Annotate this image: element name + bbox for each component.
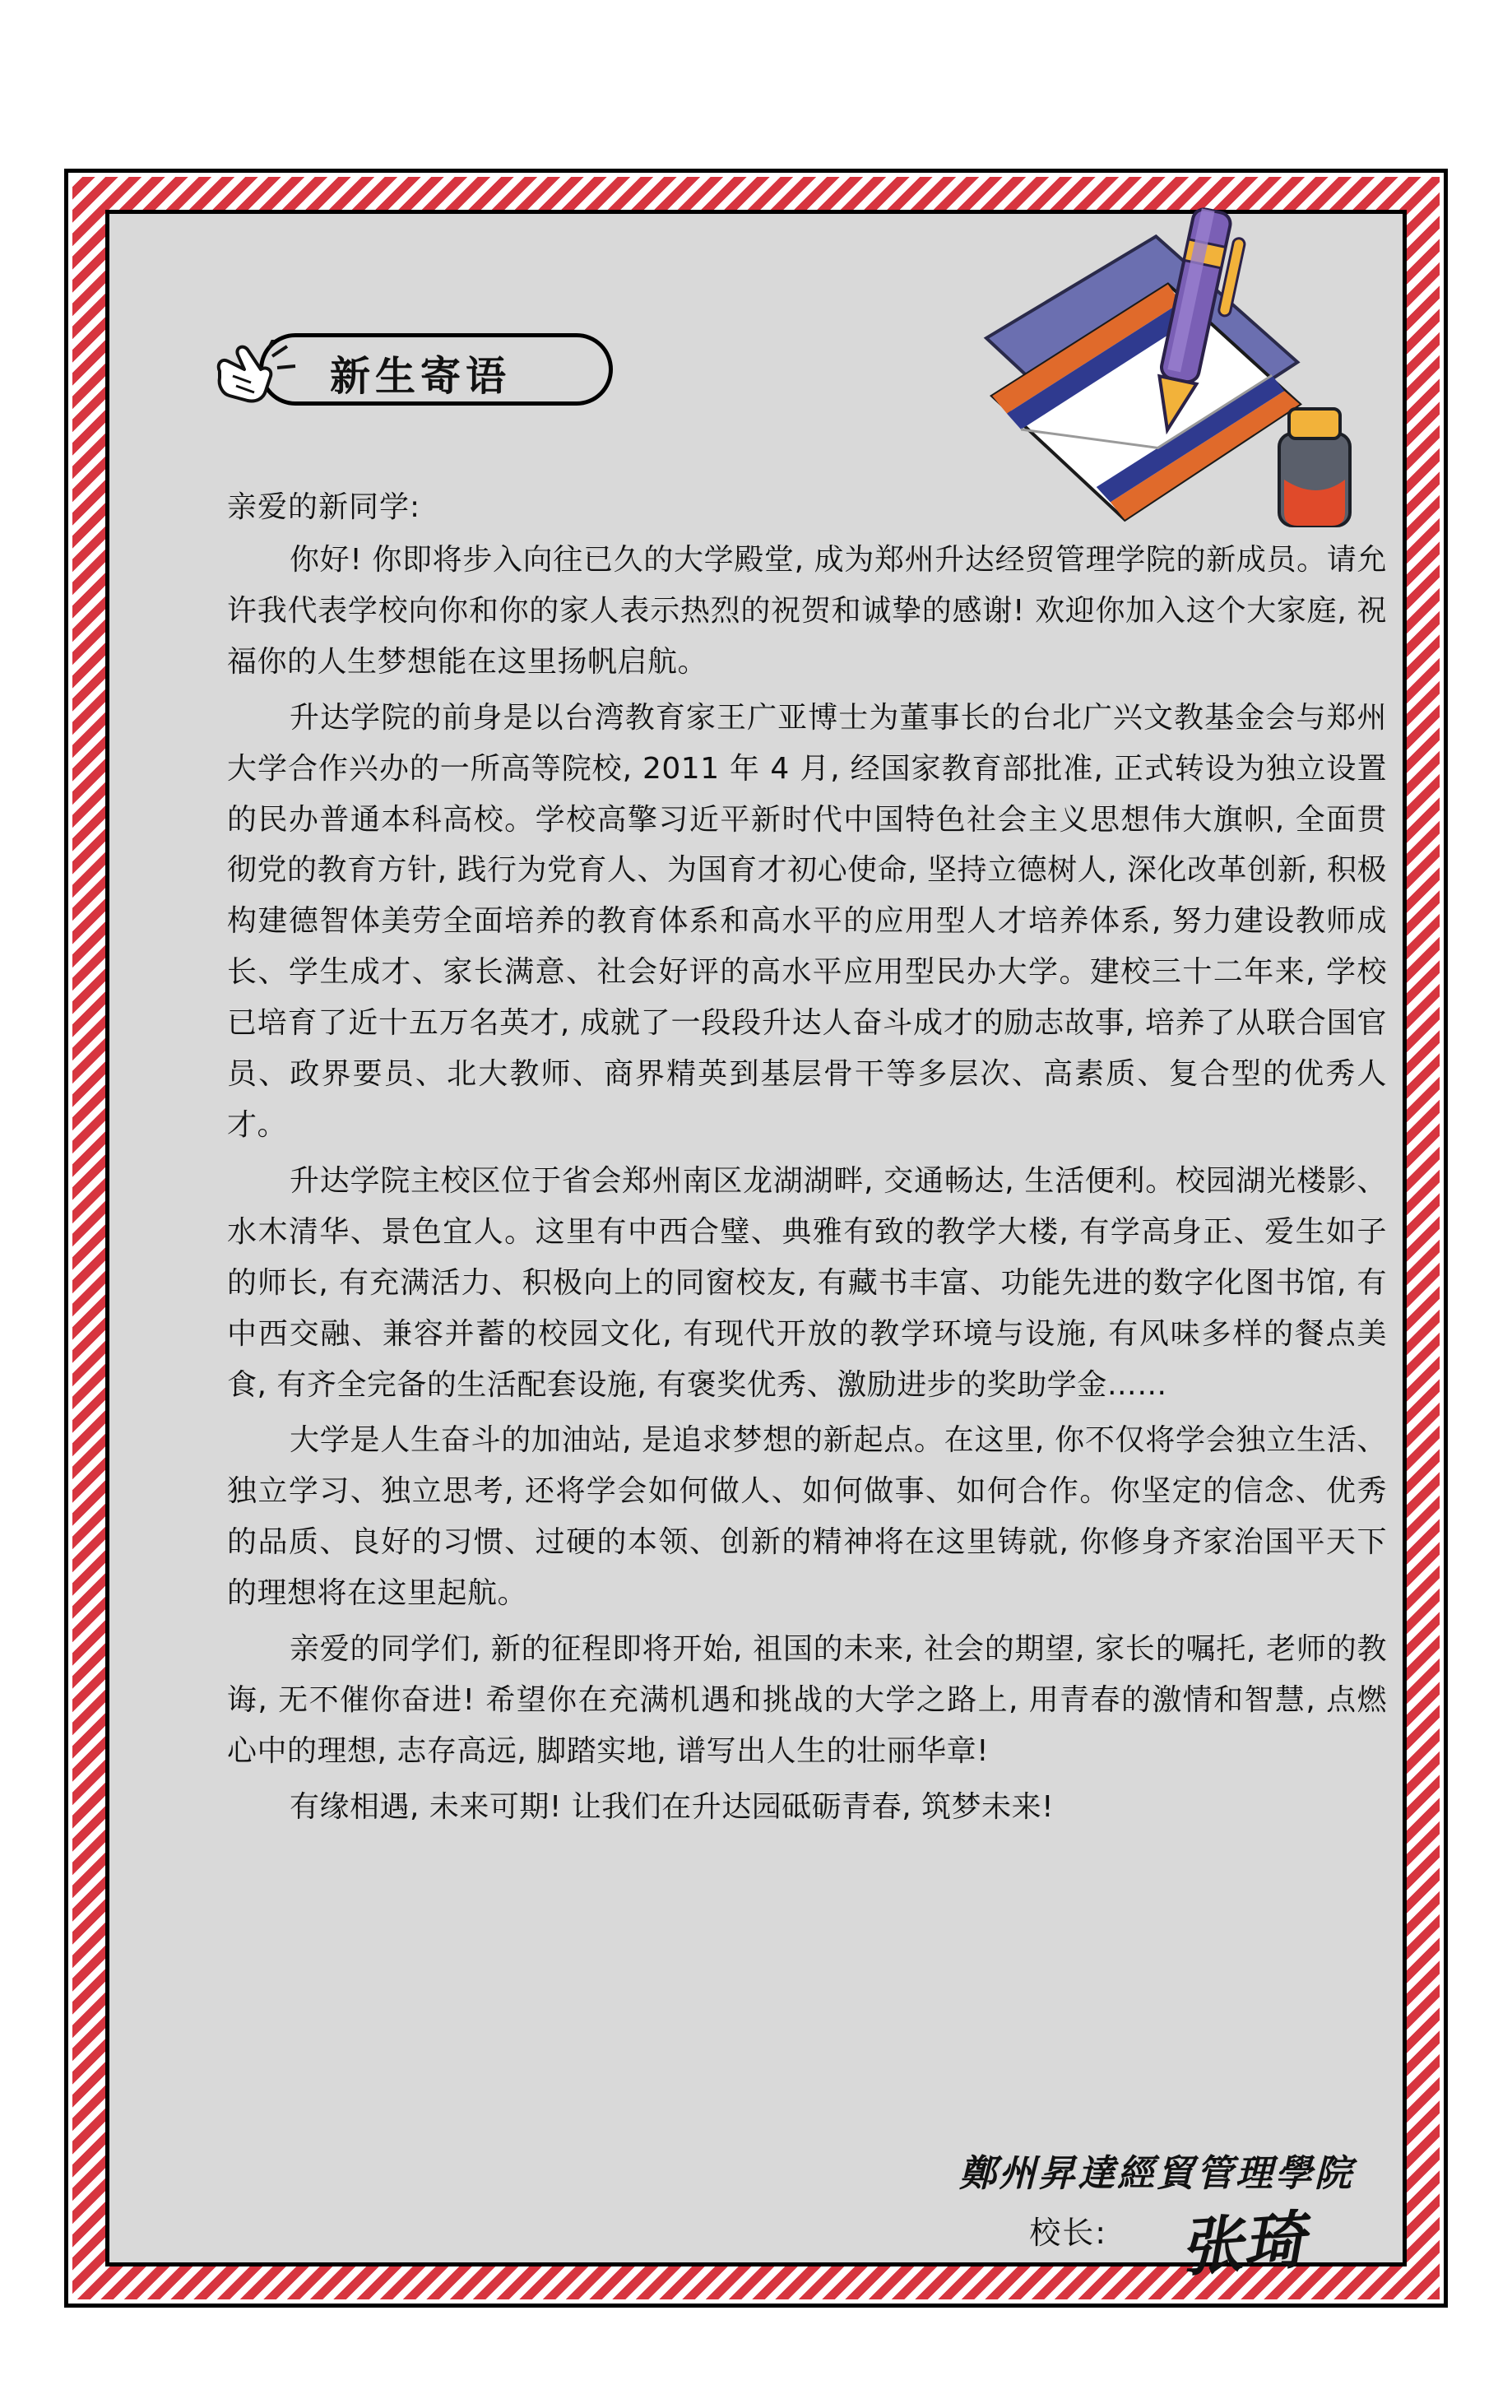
decorative-frame-outer — [64, 169, 1448, 2308]
letter-salutation: 亲爱的新同学: — [227, 490, 421, 524]
letter-paragraph: 有缘相遇, 未来可期! 让我们在升达园砥砺青春, 筑梦未来! — [290, 1789, 1055, 1824]
letter-paper — [105, 210, 1407, 2285]
signature-school-name: 鄭州昇達經貿管理學院 — [958, 2151, 1354, 2195]
letter-body — [227, 485, 1387, 1838]
letter-paragraph: 升达学院主校区位于省会郑州南区龙湖湖畔, 交通畅达, 生活便利。校园湖光楼影、水木清华、景色宜人。这里有中西合璧、典雅有致的教学大楼, 有学高身正、爱生如子的师长, 有充满活力、积极向上的同窗校友, 有藏书丰富、功能先进的数字化图书馆, 有中西交融、兼容并蓄的校园文化, 有现代开放的教学环境与设施, 有风味多样的餐点美食, 有齐全完备的生活配套设施, 有褒奖优秀、激励进步的奖助学金…… — [227, 1163, 1387, 1402]
section-title-badge — [208, 333, 619, 409]
letter-paragraph: 你好! 你即将步入向往已久的大学殿堂, 成为郑州升达经贸管理学院的新成员。请允许我代表学校向你和你的家人表示热烈的祝贺和诚挚的感谢! 欢迎你加入这个大家庭, 祝福你的人生梦想能在这里扬帆启航。 — [227, 543, 1387, 679]
signature-block — [227, 2143, 1387, 2299]
title-text: 新生寄语 — [330, 353, 512, 400]
signature-role-label: 校长: — [1029, 2215, 1107, 2251]
signature-handwritten-name: 张琦 — [1177, 2202, 1308, 2285]
pointing-hand-icon — [208, 340, 299, 406]
letter-paragraph: 大学是人生奋斗的加油站, 是追求梦想的新起点。在这里, 你不仅将学会独立生活、独立学习、独立思考, 还将学会如何做人、如何做事、如何合作。你坚定的信念、优秀的品质、良好的习惯、过硬的本领、创新的精神将在这里铸就, 你修身齐家治国平天下的理想将在这里起航。 — [227, 1423, 1387, 1611]
letter-paragraph: 升达学院的前身是以台湾教育家王广亚博士为董事长的台北广兴文教基金会与郑州大学合作兴办的一所高等院校, 2011 年 4 月, 经国家教育部批准, 正式转设为独立设置的民办普通本科高校。学校高擎习近平新时代中国特色社会主义思想伟大旗帜, 全面贯彻党的教育方针, 践行为党育人、为国育才初心使命, 坚持立德树人, 深化改革创新, 积极构建德智体美劳全面培养的教育体系和高水平的应用型人才培养体系, 努力建设教师成长、学生成才、家长满意、社会好评的高水平应用型民办大学。建校三十二年来, 学校已培育了近十五万名英才, 成就了一段段升达人奋斗成才的励志故事, 培养了从联合国官员、政界要员、北大教师、商界精英到基层骨干等多层次、高素质、复合型的优秀人才。 — [227, 700, 1387, 1142]
letter-paragraph: 亲爱的同学们, 新的征程即将开始, 祖国的未来, 社会的期望, 家长的嘱托, 老师的教诲, 无不催你奋进! 希望你在充满机遇和挑战的大学之路上, 用青春的激情和智慧, 点燃心中的理想, 志存高远, 脚踏实地, 谱写出人生的壮丽华章! — [227, 1632, 1387, 1768]
